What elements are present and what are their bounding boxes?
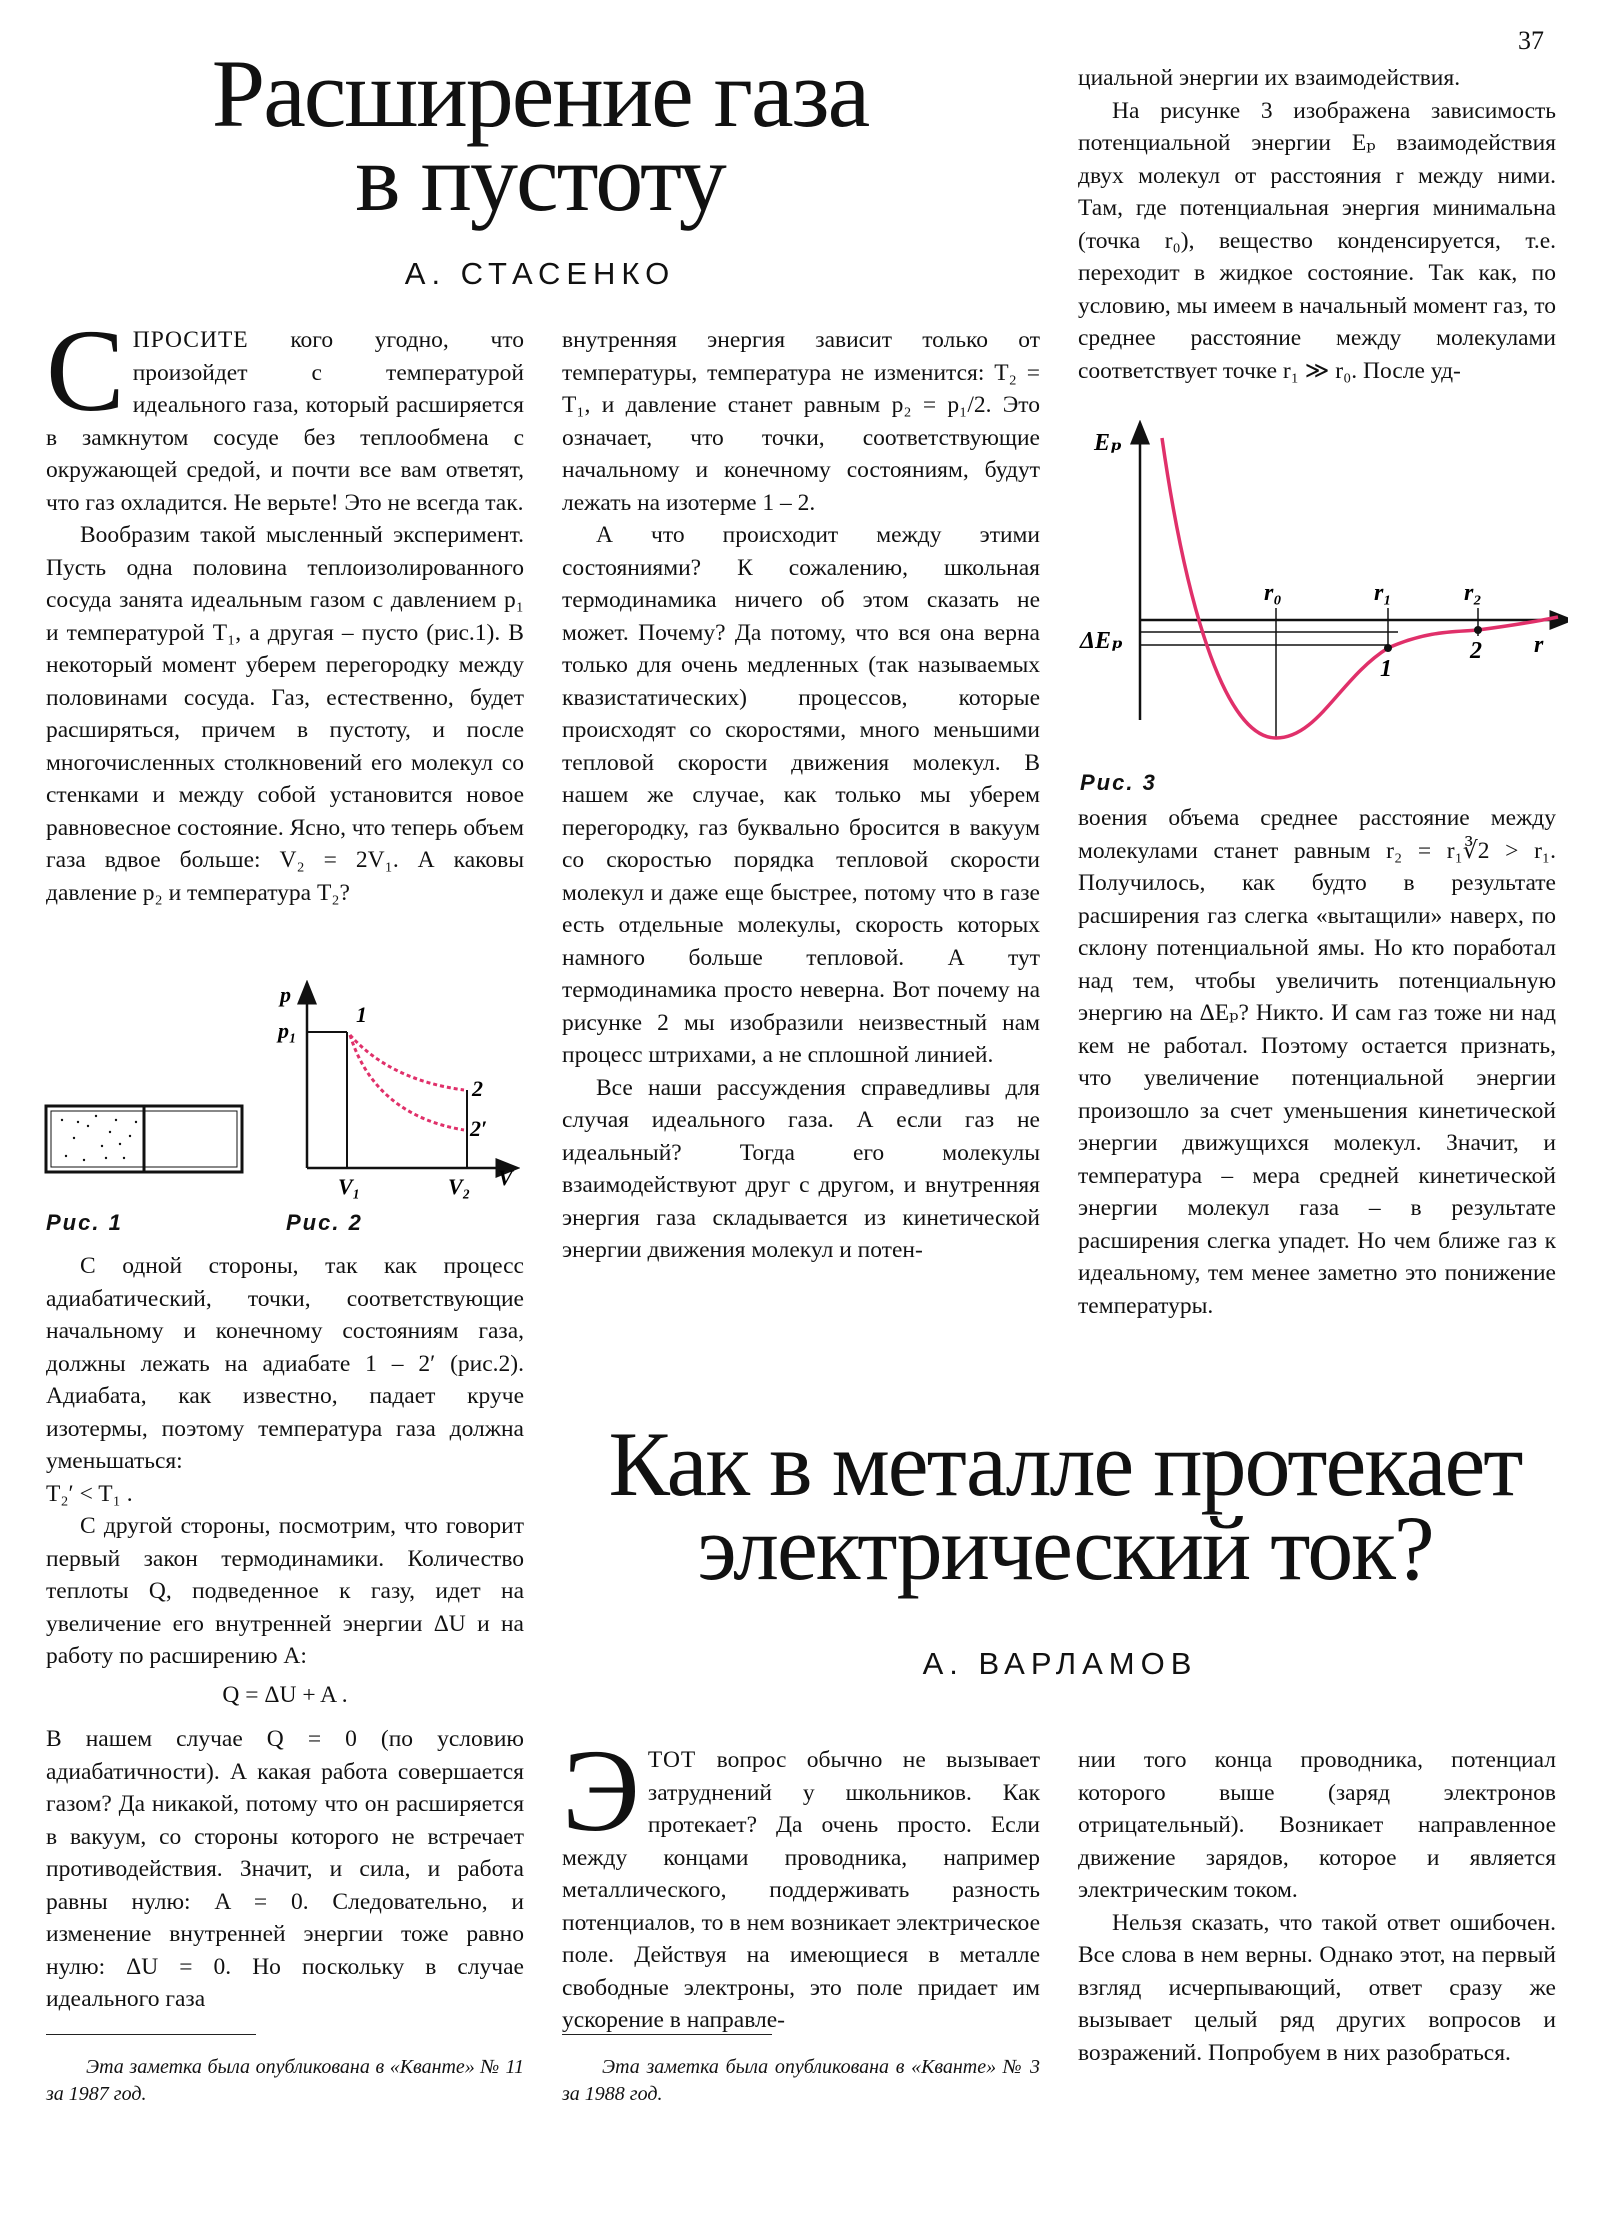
article2-author: А. ВАРЛАМОВ xyxy=(922,1646,1198,1681)
article1-col3-p2: На рисунке 3 изображена зависимость потенциальной энергии Eₚ взаимодействия двух молекул от расстояния r между ними. Там, где потенциальная энергия минимальна (точка r₀), вещество конденсируется, т.е. переходит в жидкое состояние. Так как, по условию, мы имеем в начальный момент газ, то среднее расстояние между молекулами соответствует точке r₁ ≫ r₀. После уд- xyxy=(1078,97,1556,384)
article2-col1-text: вопрос обычно не вызывает затруднений у школьников. Как протекает? Да очень просто. Если между концами проводника, например металлического, поддерживать разность потенциалов, то в нем возникает электрическое поле. Действуя на имеющиеся в металле свободные электроны, это поле придает им ускорение в направле- xyxy=(562,1747,1040,2033)
figure-2 xyxy=(270,980,520,1205)
fig3-label-r0: r₀ xyxy=(1264,580,1282,606)
article2-col2-p2: Нельзя сказать, что такой ответ ошибочен. Все слова в нем верны. Однако этот, на первый взгляд исчерпывающий, ответ сразу же вызывает целый ряд других вопросов и возражений. Попробуем в них разобраться. xyxy=(1078,1909,1556,2066)
article1-author: А. СТАСЕНКО xyxy=(404,256,676,291)
fig2-point-2prime: 2′ xyxy=(470,1116,488,1141)
fig3-caption: Рис. 3 xyxy=(1080,770,1157,795)
drop-cap: Э xyxy=(562,1725,640,1856)
article2-col2 xyxy=(1078,1744,1556,2069)
fig2-label-p1: p₁ xyxy=(278,1018,297,1043)
fig2-label-v1: V₁ xyxy=(338,1174,361,1199)
article1-col2-p1: внутренняя энергия зависит только от температуры, температура не изменится: T₂ = T₁, и давление станет равным p₂ = p₁/2. Это означает, что точки, соответствующие начальному и конечному состояниям, будут лежать на изотерме 1 – 2. xyxy=(562,327,1040,516)
fig3-point-1 xyxy=(1384,644,1392,652)
figure-1 xyxy=(44,1098,244,1182)
article1-col3-p3: воения объема среднее расстояние между молекулами станет равным r₂ = r₁∛2 > r₁. Получилось, как будто в результате расширения газ слегка «вытащили» наверх, по склону потенциальной ямы. Но кто поработал над тем, чтобы увеличить потенциальную энергию на ΔEₚ? Никто. И сам газ тоже ни над кем не работал. Поэтому остается признать, что увеличение потенциальной энергии произошло за счет уменьшения кинетической энергии движущихся молекул. Значит, и температура – мера средней кинетической энергии молекул газа – в результате расширения слегка упадет. Но чем ближе газ к идеальному, тем менее заметно это понижение температуры. xyxy=(1078,805,1556,1319)
fig2-label-p: p xyxy=(280,982,291,1007)
article1-formula-2: Q = ΔU + A . xyxy=(222,1681,348,1708)
drop-cap: С xyxy=(46,305,125,436)
article1-col1-bottom xyxy=(46,1250,524,2016)
adiabat-curve xyxy=(350,1035,464,1130)
fig3-label-ep: Eₚ xyxy=(1094,430,1122,456)
footnote-rule-1 xyxy=(46,2034,256,2035)
article1-title-line1: Расширение газа xyxy=(211,40,869,147)
article1-col1-p2: Вообразим такой мысленный эксперимент. Пусть одна половина теплоизолированного сосуда занята идеальным газом с давлением p₁ и температурой T₁, а другая – пусто (рис.1). В некоторый момент уберем перегородку между половинами сосуда. Газ, естественно, будет расширяться, причем в пустоту, и после многочисленных столкновений его молекул со стенками и между собой установится новое равновесное состояние. Ясно, что теперь объем газа вдвое больше: V₂ = 2V₁. А каковы давление p₂ и температура T₂? xyxy=(46,522,524,906)
article2-col2-p1: нии того конца проводника, потенциал которого выше (заряд электронов отрицательный). Возникает направленное движение зарядов, которое и является электрическим током. xyxy=(1078,1747,1556,1903)
fig2-point-2: 2 xyxy=(472,1076,483,1101)
article1-col1-p5: В нашем случае Q = 0 (по условию адиабатичности). А какая работа совершается газом? Да никакой, потому что он расширяется в вакуум, со стороны которого не встречает противодействия. Значит, и сила, и работа равны нулю: A = 0. Следовательно, и изменение внутренней энергии тоже равно нулю: ΔU = 0. Но поскольку в случае идеального газа xyxy=(46,1726,524,2012)
article1-col1-p1-text: кого угодно, что произойдет с температурой идеального газа, который расширяется в замкнутом сосуде без теплообмена с окружающей средой, и почти все вам ответят, что газ охладится. Не верьте! Это не всегда так. xyxy=(46,327,524,516)
article1-col1-p4: С другой стороны, посмотрим, что говорит первый закон термодинамики. Количество теплоты Q, подведенное к газу, идет на увеличение его внутренней энергии ΔU и на работу по расширению A: xyxy=(46,1513,524,1669)
article1-formula-1: T₂′ < T₁ . xyxy=(46,1480,133,1507)
footnote-1: Эта заметка была опубликована в «Кванте» № 11 за 1987 год. xyxy=(46,2056,524,2105)
article1-col2-p3: Все наши рассуждения справедливы для случая идеального газа. А если газ не идеальный? Тогда его молекулы взаимодействуют друг с другом, и внутренняя энергия газа складывается из кинетической энергии движения молекул и потен- xyxy=(562,1074,1040,1263)
fig2-label-v: V xyxy=(498,1165,513,1190)
article1-col3-p1: циальной энергии их взаимодействия. xyxy=(1078,65,1461,91)
fig3-label-dep: ΔEₚ xyxy=(1080,628,1124,654)
article1-col2 xyxy=(562,324,1040,1267)
isotherm-curve xyxy=(350,1035,464,1090)
fig2-label-v2: V₂ xyxy=(448,1174,471,1199)
article1-col1-p3: С одной стороны, так как процесс адиабатический, точки, соответствующие начальному и конечному состояниям газа, должны лежать на адиабате 1 – 2′ (рис.2). Адиабата, как известно, падает круче изотермы, поэтому температура газа должна уменьшаться: xyxy=(46,1253,524,1474)
article1-col1-p1 xyxy=(46,305,524,519)
article1-col3-bottom xyxy=(1078,802,1556,1322)
fig1-caption: Рис. 1 xyxy=(46,1210,123,1235)
article2-title-line2: электрический ток? xyxy=(697,1497,1433,1599)
article1-title-line2: в пустоту xyxy=(355,124,725,231)
article1-col1-top xyxy=(46,305,524,909)
fig3-point-2-label: 2 xyxy=(1470,638,1482,664)
article2-title xyxy=(540,1413,1590,1599)
article1-col2-p2: А что происходит между этими состояниями? К сожалению, школьная термодинамика ничего об этом сказать не может. Почему? Да потому, что вся она верна только для очень медленных (так называемых квазистатических) процессов, которые происходят со скоростями, много меньшими тепловой скорости движения молекул. В нашем же случае, как только мы уберем перегородку, газ буквально бросится в вакуум со скоростью порядка тепловой скорости молекул и даже еще быстрее, потому что в газе есть отдельные молекулы, скорость которых намного больше тепловой. А тут термодинамика просто неверна. Вот почему на рисунке 2 мы изобразили неизвестный нам процесс штрихами, а не сплошной линией. xyxy=(562,522,1040,1068)
fig2-caption: Рис. 2 xyxy=(286,1210,363,1235)
article2-col1-p1 xyxy=(562,1725,1040,2037)
fig3-label-r: r xyxy=(1534,632,1544,658)
footnote-2: Эта заметка была опубликована в «Кванте» № 3 за 1988 год. xyxy=(562,2056,1040,2105)
fig3-label-r1: r₁ xyxy=(1374,580,1392,606)
article2-col1 xyxy=(562,1725,1040,2037)
footnote-rule-2 xyxy=(562,2034,772,2035)
gas-molecules xyxy=(61,1115,137,1161)
article1-col3-top xyxy=(1078,62,1556,387)
article2-lead-word: ТОТ xyxy=(647,1747,697,1773)
article1-lead-word: ПРОСИТЕ xyxy=(132,327,249,353)
fig3-point-1-label: 1 xyxy=(1380,656,1392,682)
potential-curve xyxy=(1162,438,1558,738)
fig2-point-1: 1 xyxy=(356,1002,367,1027)
fig3-point-2 xyxy=(1474,626,1482,634)
article2-title-line1: Как в металле протекает xyxy=(608,1413,1522,1515)
page-number: 37 xyxy=(1518,26,1544,55)
fig3-label-r2: r₂ xyxy=(1464,580,1482,606)
article1-title xyxy=(160,40,920,231)
figure-3 xyxy=(1078,420,1568,765)
